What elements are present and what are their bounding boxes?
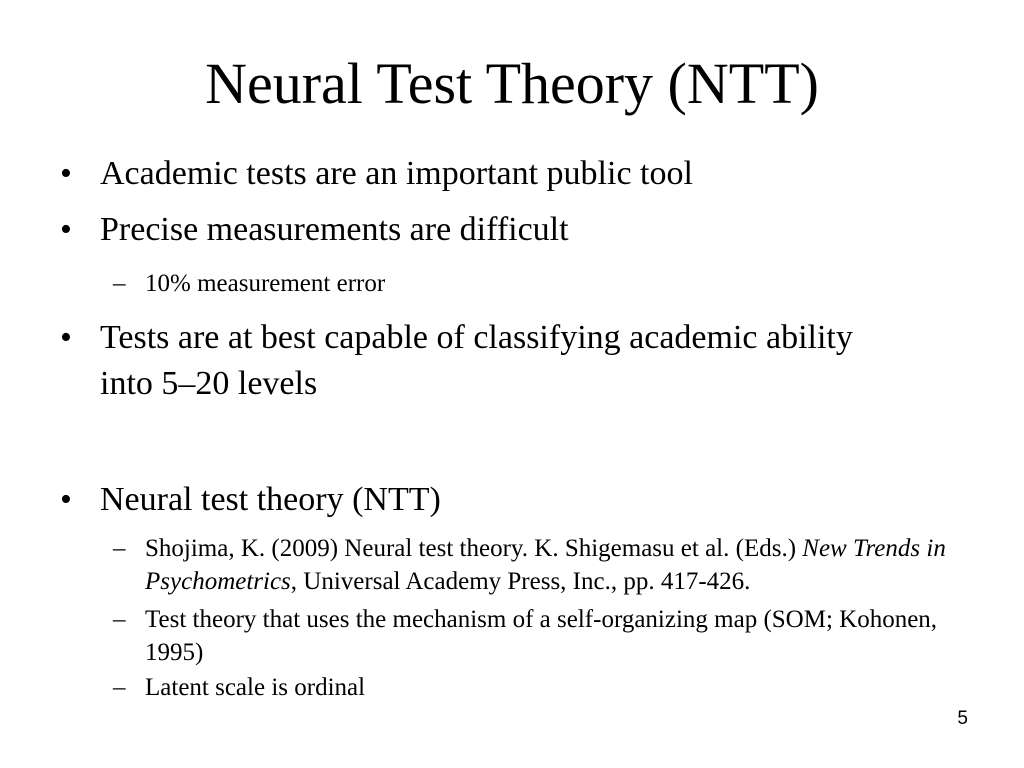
- subitem-ordinal: [113, 671, 975, 704]
- bullet-marker: •: [60, 481, 72, 518]
- bullet-neural-test-theory: [60, 477, 960, 523]
- subitem-som: [113, 603, 945, 669]
- sub-marker: –: [113, 606, 126, 633]
- bullet-tests-classifying: [60, 315, 900, 407]
- sub-text: 10% measurement error: [145, 270, 386, 297]
- slide-title: Neural Test Theory (NTT): [205, 51, 819, 116]
- sub-text: Test theory that uses the mechanism of a self-organizing map (SOM; Kohonen, 1995): [145, 606, 938, 666]
- subitem-measurement-error: [113, 267, 975, 300]
- bullet-text: Academic tests are an important public tool: [100, 155, 693, 192]
- bullet-precise-measurements: [60, 207, 960, 253]
- bullet-academic-tests: [60, 151, 960, 197]
- sub-marker: –: [113, 674, 126, 701]
- sub-marker: –: [113, 270, 126, 297]
- sub-marker: –: [113, 535, 126, 562]
- reference-title: New Trends in Psychometrics: [145, 535, 946, 595]
- reference-suffix: , Universal Academy Press, Inc., pp. 417-426.: [290, 568, 751, 595]
- subitem-reference: [113, 532, 955, 598]
- page-number: 5: [957, 708, 968, 729]
- bullet-marker: •: [60, 319, 72, 356]
- bullet-text: Tests are at best capable of classifying academic ability into 5–20 levels: [100, 319, 853, 402]
- reference-prefix: Shojima, K. (2009) Neural test theory. K. Shigemasu et al. (Eds.): [145, 535, 803, 562]
- bullet-text: Neural test theory (NTT): [100, 481, 441, 518]
- bullet-marker: •: [60, 211, 72, 248]
- bullet-marker: •: [60, 155, 72, 192]
- bullet-text: Precise measurements are difficult: [100, 211, 569, 248]
- sub-text: Latent scale is ordinal: [145, 674, 366, 701]
